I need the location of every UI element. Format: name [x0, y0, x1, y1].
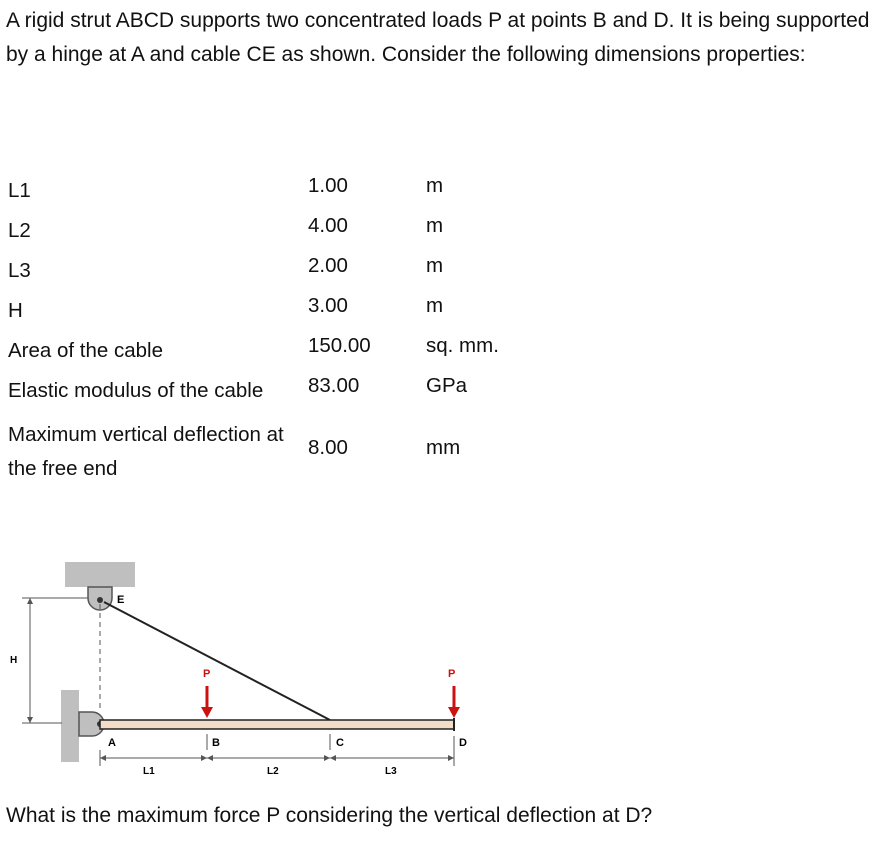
property-unit: m: [426, 174, 444, 197]
property-label: Area of the cable: [8, 339, 163, 362]
property-row-max-deflection: [8, 418, 608, 488]
dim-arrow: [324, 755, 330, 761]
label-e: E: [117, 594, 125, 606]
pin-e: [97, 597, 103, 603]
strut-abcd: [100, 720, 454, 729]
property-row-l2: [8, 214, 608, 254]
label-a: A: [108, 737, 116, 749]
wall-support: [61, 690, 79, 762]
property-label: L3: [8, 259, 31, 282]
property-value: 83.00: [308, 374, 360, 397]
dim-arrow: [330, 755, 336, 761]
label-h: H: [10, 655, 18, 666]
label-b: B: [212, 737, 220, 749]
property-label: L2: [8, 219, 31, 242]
dim-arrow: [201, 755, 207, 761]
label-p-d: P: [448, 668, 456, 680]
property-value: 8.00: [308, 436, 348, 459]
property-unit: m: [426, 294, 444, 317]
dim-arrow: [207, 755, 213, 761]
property-row-l1: [8, 174, 608, 214]
ceiling-support: [65, 562, 135, 587]
h-arrow-bottom: [27, 717, 33, 723]
property-row-cable-area: [8, 334, 608, 374]
dim-arrow: [448, 755, 454, 761]
property-value: 2.00: [308, 254, 348, 277]
label-p-b: P: [203, 668, 211, 680]
property-value: 150.00: [308, 334, 371, 357]
property-label: L1: [8, 179, 31, 202]
property-label: Maximum vertical deflection at the free end: [8, 423, 284, 480]
label-l3: L3: [385, 766, 397, 777]
property-unit: mm: [426, 436, 461, 459]
dim-arrow: [100, 755, 106, 761]
property-unit: GPa: [426, 374, 468, 397]
property-value: 1.00: [308, 174, 348, 197]
label-l1: L1: [143, 766, 155, 777]
h-arrow-top: [27, 598, 33, 604]
question-text: What is the maximum force P considering the vertical deflection at D?: [6, 804, 653, 827]
property-unit: m: [426, 254, 444, 277]
load-arrowhead-d: [448, 707, 460, 718]
cable-ce: [104, 602, 330, 720]
property-row-l3: [8, 254, 608, 294]
property-unit: m: [426, 214, 444, 237]
property-unit: sq. mm.: [426, 334, 499, 357]
property-label: Elastic modulus of the cable: [8, 379, 264, 402]
label-l2: L2: [267, 766, 279, 777]
property-value: 4.00: [308, 214, 348, 237]
strut-diagram: [0, 540, 886, 790]
property-row-h: [8, 294, 608, 334]
property-value: 3.00: [308, 294, 348, 317]
property-row-elastic-modulus: [8, 374, 608, 414]
load-arrowhead-b: [201, 707, 213, 718]
property-label: H: [8, 299, 23, 322]
label-c: C: [336, 737, 344, 749]
problem-statement: A rigid strut ABCD supports two concentrated loads P at points B and D. It is being supported by a hinge at A and cable CE as shown. Consider the following dimensions properties:: [6, 9, 870, 66]
label-d: D: [459, 737, 467, 749]
